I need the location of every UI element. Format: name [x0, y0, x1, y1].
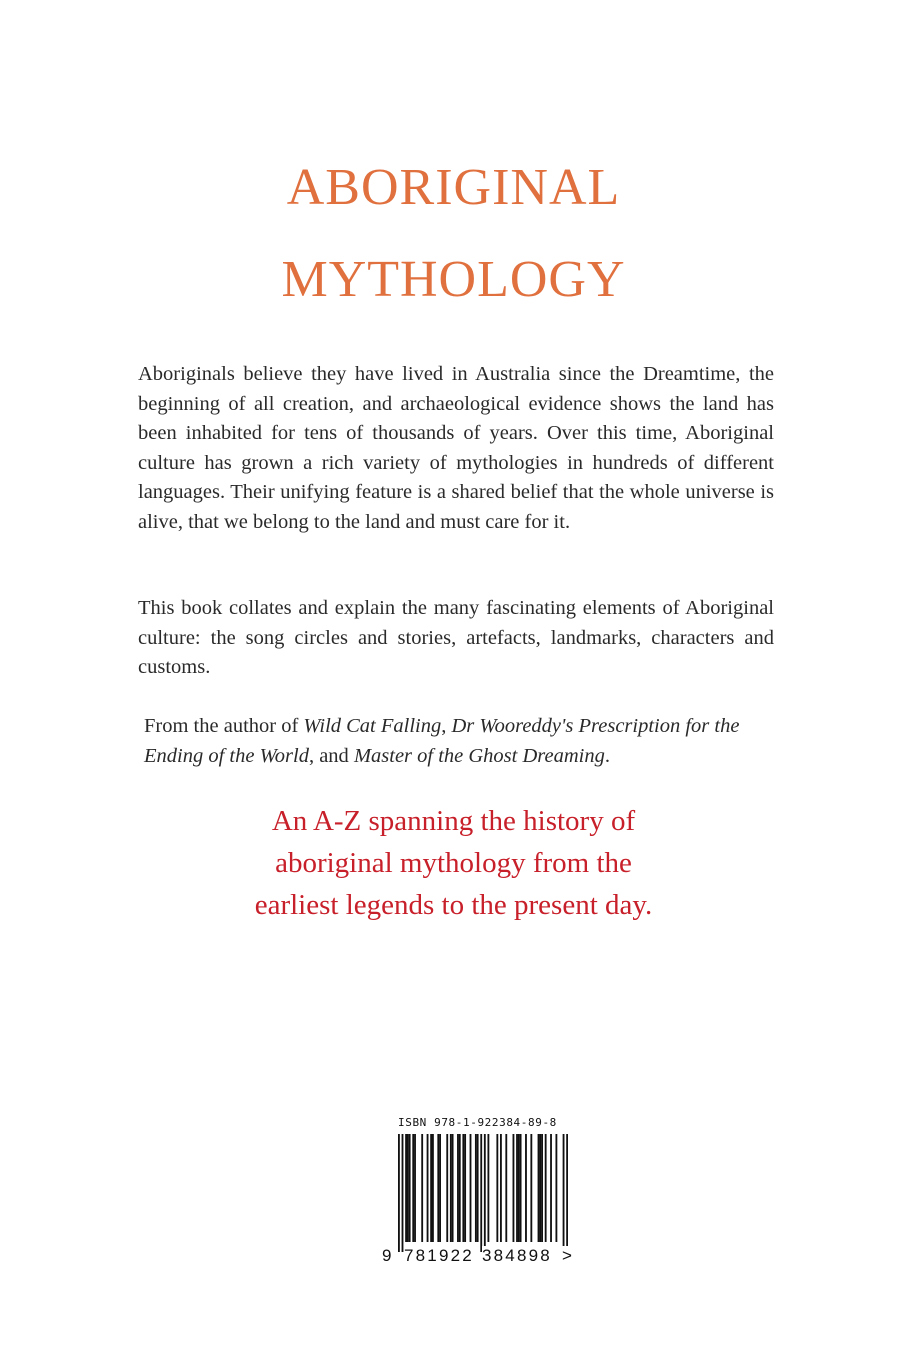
barcode-right-digits: 384898: [482, 1246, 552, 1265]
barcode-bar: [427, 1134, 429, 1242]
tagline-line-2: aboriginal mythology from the: [275, 847, 632, 879]
tagline-line-1: An A-Z spanning the history of: [271, 805, 636, 837]
barcode-bars: [398, 1134, 568, 1252]
barcode-bar: [414, 1134, 416, 1242]
isbn-barcode: [380, 1110, 580, 1280]
barcode-bar: [450, 1134, 452, 1242]
barcode-bar: [525, 1134, 527, 1242]
description-paragraph-2: This book collates and explain the many fascinating elements of Aboriginal culture: the song circles and stories, artefacts, landmarks, characters and customs.: [138, 597, 774, 678]
barcode-bar: [430, 1134, 432, 1242]
barcode-bar: [464, 1134, 466, 1242]
barcode-bar: [487, 1134, 489, 1242]
barcode-bar: [530, 1134, 532, 1242]
barcode-bar: [550, 1134, 552, 1242]
tagline: [0, 800, 907, 926]
barcode-bar: [516, 1134, 518, 1242]
isbn-label: ISBN 978-1-922384-89-8: [398, 1116, 557, 1129]
barcode-arrow: >: [562, 1246, 572, 1265]
barcode-first-digit: 9: [382, 1246, 392, 1265]
work-title-2: Dr Wooreddy's Prescription for the Ending of the World: [144, 715, 740, 767]
barcode-bar: [500, 1134, 502, 1242]
author-note-prefix: From the author of: [144, 715, 304, 737]
barcode-bar: [409, 1134, 411, 1242]
book-title-line-2: MYTHOLOGY: [281, 251, 626, 308]
barcode-bar: [421, 1134, 423, 1242]
barcode-bar: [439, 1134, 441, 1242]
barcode-bar: [541, 1134, 543, 1242]
barcode-bar: [407, 1134, 409, 1242]
author-note: [138, 712, 774, 771]
barcode-bar: [470, 1134, 472, 1242]
barcode-bar: [398, 1134, 400, 1252]
barcode-bar: [484, 1134, 486, 1252]
barcode-bar: [563, 1134, 565, 1252]
barcode-bar: [459, 1134, 461, 1242]
description-paragraph-1: Aboriginals believe they have lived in Australia since the Dreamtime, the beginning of all creation, and archaeological evidence shows the land has been inhabited for tens of thousands of years. Over this time, Aboriginal culture has grown a rich variety of mythologies in hundreds of different languages. Their unifying feature is a shared belief that the whole universe is alive, that we belong to the land and must care for it.: [138, 363, 774, 533]
barcode-bar: [412, 1134, 414, 1242]
barcode-bar: [566, 1134, 568, 1252]
author-note-sep-1: ,: [441, 715, 452, 737]
barcode-bar: [477, 1134, 479, 1242]
book-title-line-1: ABORIGINAL: [286, 159, 621, 216]
barcode-bar: [505, 1134, 507, 1242]
barcode-bar: [538, 1134, 540, 1242]
barcode-bar: [539, 1134, 541, 1242]
barcode-left-digits: 781922: [404, 1246, 474, 1265]
work-title-3: Master of the Ghost Dreaming: [353, 744, 605, 767]
barcode-bar: [513, 1134, 515, 1242]
barcode-bar: [446, 1134, 448, 1242]
barcode-bar: [518, 1134, 520, 1242]
tagline-line-3: earliest legends to the present day.: [254, 889, 653, 921]
barcode-bar: [437, 1134, 439, 1242]
barcode-bar: [520, 1134, 522, 1242]
author-note-suffix: .: [604, 744, 610, 767]
barcode-bar: [402, 1134, 404, 1252]
barcode-bar: [475, 1134, 477, 1242]
work-title-1: Wild Cat Falling: [303, 715, 442, 737]
barcode-bar: [555, 1134, 557, 1242]
barcode-bar: [432, 1134, 434, 1242]
barcode-bar: [457, 1134, 459, 1242]
barcode-bar: [545, 1134, 547, 1242]
barcode-bar: [462, 1134, 464, 1242]
barcode-bar: [405, 1134, 407, 1242]
barcode-bar: [496, 1134, 498, 1242]
barcode-bar: [480, 1134, 482, 1252]
author-note-sep-2: , and: [308, 744, 354, 767]
barcode-bar: [452, 1134, 454, 1242]
